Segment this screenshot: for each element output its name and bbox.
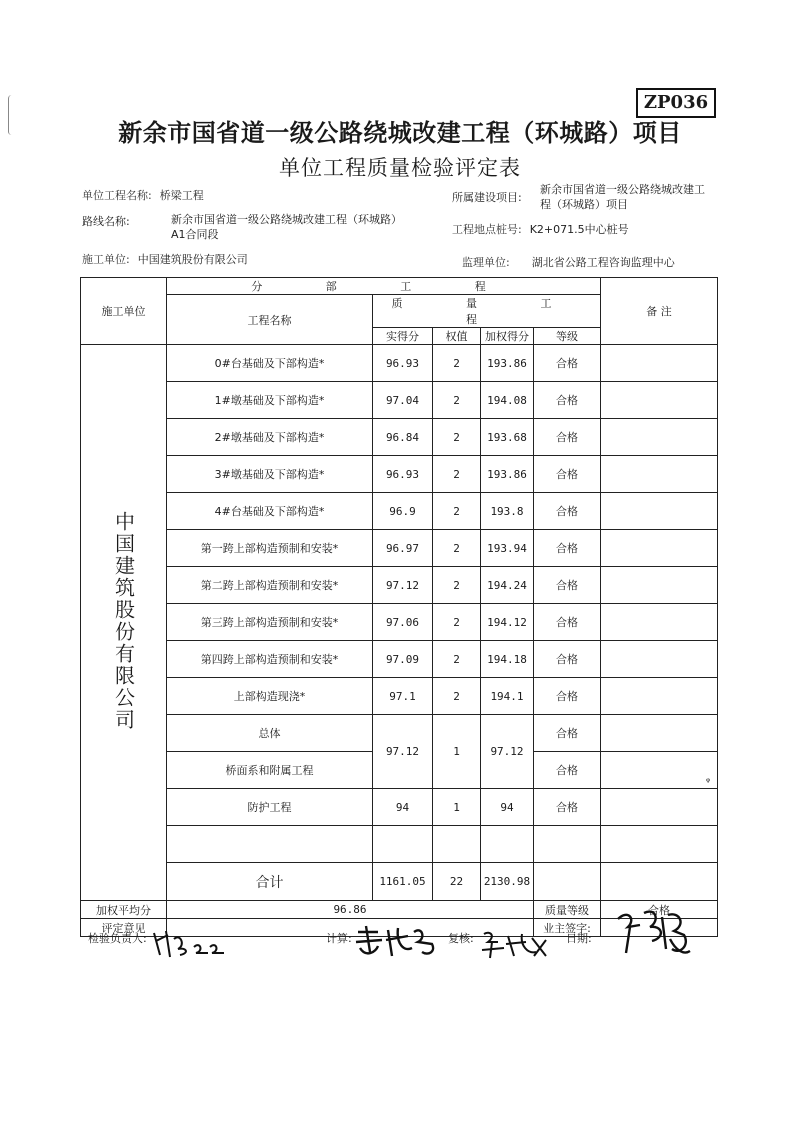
total-weighted: 2130.98 xyxy=(481,863,534,901)
merged-weight: 1 xyxy=(433,715,481,789)
row-remark xyxy=(601,641,718,678)
row-score: 96.93 xyxy=(373,456,433,493)
row-weighted: 94 xyxy=(481,789,534,826)
row-grade: 合格 xyxy=(534,715,601,752)
inspector-label: 检验负责人: xyxy=(88,932,147,945)
location-value: K2+071.5中心桩号 xyxy=(529,223,629,236)
route-label: 路线名称: xyxy=(82,215,130,228)
opinion-label: 评定意见 xyxy=(81,919,167,937)
unit-project-value: 桥梁工程 xyxy=(159,189,204,202)
row-remark xyxy=(601,530,718,567)
row-weight: 2 xyxy=(433,345,481,382)
header-weight: 权值 xyxy=(433,328,481,345)
row-remark xyxy=(601,715,718,752)
review-signature xyxy=(478,926,554,962)
supervisor-field xyxy=(462,254,675,270)
row-score: 97.06 xyxy=(373,604,433,641)
contractor-value: 中国建筑股份有限公司 xyxy=(137,253,248,266)
row-remark xyxy=(601,752,718,789)
row-weight: 2 xyxy=(433,419,481,456)
table-row xyxy=(81,456,718,493)
row-name: 3#墩基础及下部构造* xyxy=(167,456,373,493)
row-name: 桥面系和附属工程 xyxy=(167,752,373,789)
inspector-signature xyxy=(150,925,230,961)
row-grade: 合格 xyxy=(534,456,601,493)
location-label: 工程地点桩号: xyxy=(452,223,522,236)
route-value-line1: 新余市国省道一级公路绕城改建工程（环城路） xyxy=(171,213,402,226)
header-remark: 备 注 xyxy=(601,278,718,345)
row-name: 第四跨上部构造预制和安装* xyxy=(167,641,373,678)
table-row xyxy=(81,419,718,456)
row-grade: 合格 xyxy=(534,530,601,567)
row-remark xyxy=(601,456,718,493)
row-name: 防护工程 xyxy=(167,789,373,826)
table-row xyxy=(81,567,718,604)
header-section: 分 部 工 程 xyxy=(167,278,601,295)
table-row xyxy=(81,530,718,567)
total-weight: 22 xyxy=(433,863,481,901)
row-name: 4#台基础及下部构造* xyxy=(167,493,373,530)
evaluation-table xyxy=(80,277,718,937)
row-grade: 合格 xyxy=(534,641,601,678)
quality-grade-value: 合格 xyxy=(601,901,718,919)
row-remark xyxy=(601,567,718,604)
table-row xyxy=(81,715,718,752)
document-code: ZP036 xyxy=(636,88,716,118)
location-field xyxy=(452,221,629,237)
row-name: 第二跨上部构造预制和安装* xyxy=(167,567,373,604)
row-weighted: 193.94 xyxy=(481,530,534,567)
contractor-field xyxy=(82,251,248,267)
supervisor-label: 监理单位: xyxy=(462,256,510,269)
contractor-vertical-cell xyxy=(81,345,167,901)
table-row xyxy=(81,345,718,382)
page-title: 新余市国省道一级公路绕城改建工程（环城路）项目 xyxy=(118,119,682,147)
quality-grade-label: 质量等级 xyxy=(534,901,601,919)
belong-label: 所属建设项目: xyxy=(452,191,522,204)
unit-project-field xyxy=(82,187,204,203)
row-name: 1#墩基础及下部构造* xyxy=(167,382,373,419)
row-remark xyxy=(601,493,718,530)
row-name: 第一跨上部构造预制和安装* xyxy=(167,530,373,567)
row-weight: 2 xyxy=(433,530,481,567)
date-signature xyxy=(610,905,694,961)
row-remark xyxy=(601,345,718,382)
total-label: 合计 xyxy=(167,863,373,901)
row-grade: 合格 xyxy=(534,567,601,604)
row-remark xyxy=(601,789,718,826)
row-grade: 合格 xyxy=(534,419,601,456)
row-weighted: 193.8 xyxy=(481,493,534,530)
table-row xyxy=(81,678,718,715)
row-remark xyxy=(601,419,718,456)
header-grade: 等级 xyxy=(534,328,601,345)
row-score: 97.09 xyxy=(373,641,433,678)
table-row xyxy=(81,789,718,826)
row-score: 96.84 xyxy=(373,419,433,456)
owner-sign-label: 业主签字: xyxy=(534,919,601,937)
row-weighted: 193.86 xyxy=(481,345,534,382)
row-weight: 2 xyxy=(433,493,481,530)
row-weighted: 194.24 xyxy=(481,567,534,604)
date-label: 日期: xyxy=(566,932,592,945)
contractor-vertical-text: 中国建筑股份有限公司 xyxy=(111,511,136,731)
row-weight: 2 xyxy=(433,604,481,641)
row-weighted: 194.08 xyxy=(481,382,534,419)
table-row-empty xyxy=(81,826,718,863)
row-grade: 合格 xyxy=(534,789,601,826)
row-weight: 2 xyxy=(433,382,481,419)
page-subtitle: 单位工程质量检验评定表 xyxy=(279,156,521,180)
merged-weighted: 97.12 xyxy=(481,715,534,789)
row-weighted: 193.68 xyxy=(481,419,534,456)
review-label: 复核: xyxy=(448,932,474,945)
row-score: 97.12 xyxy=(373,567,433,604)
row-grade: 合格 xyxy=(534,382,601,419)
row-name: 上部构造现浇* xyxy=(167,678,373,715)
belong-value-line2: 程（环城路）项目 xyxy=(540,198,628,211)
calc-signature xyxy=(352,922,442,962)
row-weighted: 194.1 xyxy=(481,678,534,715)
row-grade: 合格 xyxy=(534,678,601,715)
table-row xyxy=(81,382,718,419)
row-name: 总体 xyxy=(167,715,373,752)
table-row xyxy=(81,604,718,641)
row-score: 96.97 xyxy=(373,530,433,567)
average-value: 96.86 xyxy=(167,901,534,919)
header-name: 工程名称 xyxy=(167,295,373,345)
stray-mark: ᵠ xyxy=(706,777,711,788)
row-grade: 合格 xyxy=(534,604,601,641)
row-weighted: 194.18 xyxy=(481,641,534,678)
table-row xyxy=(81,493,718,530)
row-score: 97.04 xyxy=(373,382,433,419)
header-weighted: 加权得分 xyxy=(481,328,534,345)
row-weight: 1 xyxy=(433,789,481,826)
row-score: 96.93 xyxy=(373,345,433,382)
row-name: 0#台基础及下部构造* xyxy=(167,345,373,382)
header-score: 实得分 xyxy=(373,328,433,345)
supervisor-value: 湖北省公路工程咨询监理中心 xyxy=(531,256,675,269)
merged-score: 97.12 xyxy=(373,715,433,789)
row-weighted: 194.12 xyxy=(481,604,534,641)
row-weight: 2 xyxy=(433,456,481,493)
total-row xyxy=(81,863,718,901)
row-weight: 2 xyxy=(433,678,481,715)
calc-label: 计算: xyxy=(326,932,352,945)
header-contractor: 施工单位 xyxy=(81,278,167,345)
row-remark xyxy=(601,678,718,715)
header-quality: 质 量 工 程 xyxy=(373,295,601,328)
row-weight: 2 xyxy=(433,567,481,604)
row-score: 97.1 xyxy=(373,678,433,715)
row-weighted: 193.86 xyxy=(481,456,534,493)
table-row xyxy=(81,641,718,678)
route-value-line2: A1合同段 xyxy=(171,228,219,241)
belong-value-line1: 新余市国省道一级公路绕城改建工 xyxy=(540,183,705,196)
row-score: 94 xyxy=(373,789,433,826)
total-score: 1161.05 xyxy=(373,863,433,901)
row-score: 96.9 xyxy=(373,493,433,530)
unit-project-label: 单位工程名称: xyxy=(82,189,152,202)
row-grade: 合格 xyxy=(534,345,601,382)
row-weight: 2 xyxy=(433,641,481,678)
row-grade: 合格 xyxy=(534,752,601,789)
contractor-label: 施工单位: xyxy=(82,253,130,266)
row-grade: 合格 xyxy=(534,493,601,530)
row-name: 第三跨上部构造预制和安装* xyxy=(167,604,373,641)
row-remark xyxy=(601,604,718,641)
row-remark xyxy=(601,382,718,419)
average-label: 加权平均分 xyxy=(81,901,167,919)
row-name: 2#墩基础及下部构造* xyxy=(167,419,373,456)
